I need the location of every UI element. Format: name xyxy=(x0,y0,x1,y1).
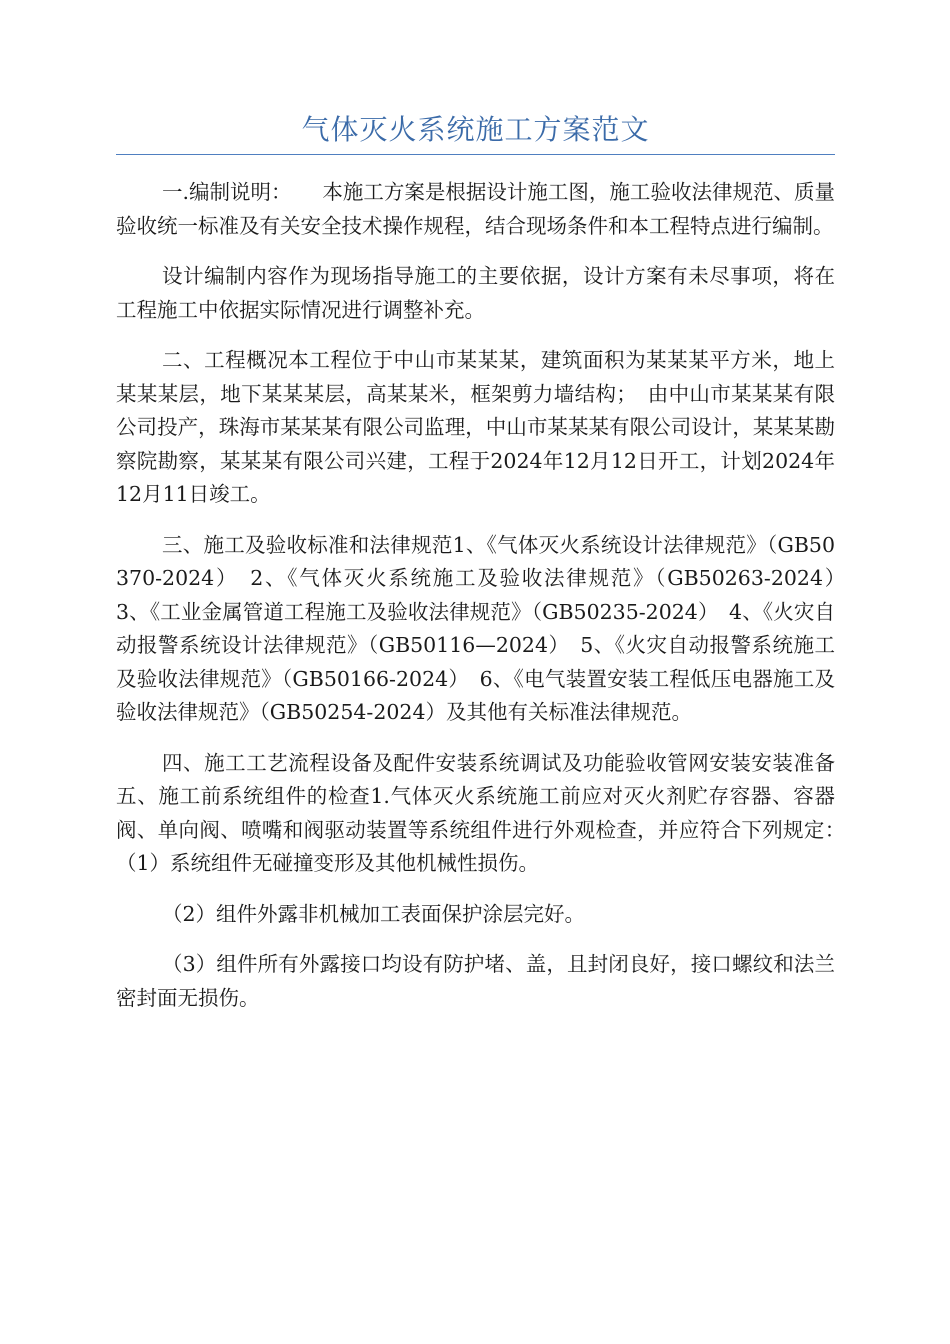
paragraph-design-basis: 设计编制内容作为现场指导施工的主要依据，设计方案有未尽事项，将在工程施工中依据实际情况进行调整补充。 xyxy=(116,264,835,322)
paragraph-process-and-inspection: 四、施工工艺流程设备及配件安装系统调试及功能验收管网安装安装准备五、施工前系统组件的检查1.气体灭火系统施工前应对灭火剂贮存容器、容器阀、单向阀、喷嘴和阀驱动装置等系统组件进行外观检查，并应符合下列规定： （1）系统组件无碰撞变形及其他机械性损伤。 xyxy=(116,750,856,875)
paragraph-project-overview: 二、工程概况本工程位于中山市某某某，建筑面积为某某某平方米，地上某某某层，地下某某某层，高某某米，框架剪力墙结构； 由中山市某某某有限公司投产，珠海市某某某有限公司监理，中山市某某某有限公司设计，某某某勘察院勘察，某某某有限公司兴建，工程于2024年12月12日开工，计划2024年12月11日竣工。 xyxy=(116,348,835,506)
paragraph-compilation-notes: 一.编制说明： 本施工方案是根据设计施工图，施工验收法律规范、质量验收统一标准及有关安全技术操作规程，结合现场条件和本工程特点进行编制。 xyxy=(116,180,835,238)
document-body xyxy=(116,176,856,1032)
paragraph-standards: 三、施工及验收标准和法律规范1、《气体灭火系统设计法律规范》（GB50370-2024） 2、《气体灭火系统施工及验收法律规范》（GB50263-2024） 3、《工业金属管道工程施工及验收法律规范》（GB50235-2024） 4、《火灾自动报警系统设计法律规范》（GB50116—2024） 5、《火灾自动报警系统施工及验收法律规范》（GB50166-2024） 6、《电气装置安装工程低压电器施工及验收法律规范》（GB50254-2024）及其他有关标准法律规范。 xyxy=(116,532,856,724)
paragraph-inspection-item-2: （2）组件外露非机械加工表面保护涂层完好。 xyxy=(162,901,586,926)
document-title: 气体灭火系统施工方案范文 xyxy=(301,113,650,146)
paragraph-inspection-item-3: （3）组件所有外露接口均设有防护堵、盖，且封闭良好，接口螺纹和法兰密封面无损伤。 xyxy=(116,952,835,1010)
title-underline xyxy=(116,154,835,155)
